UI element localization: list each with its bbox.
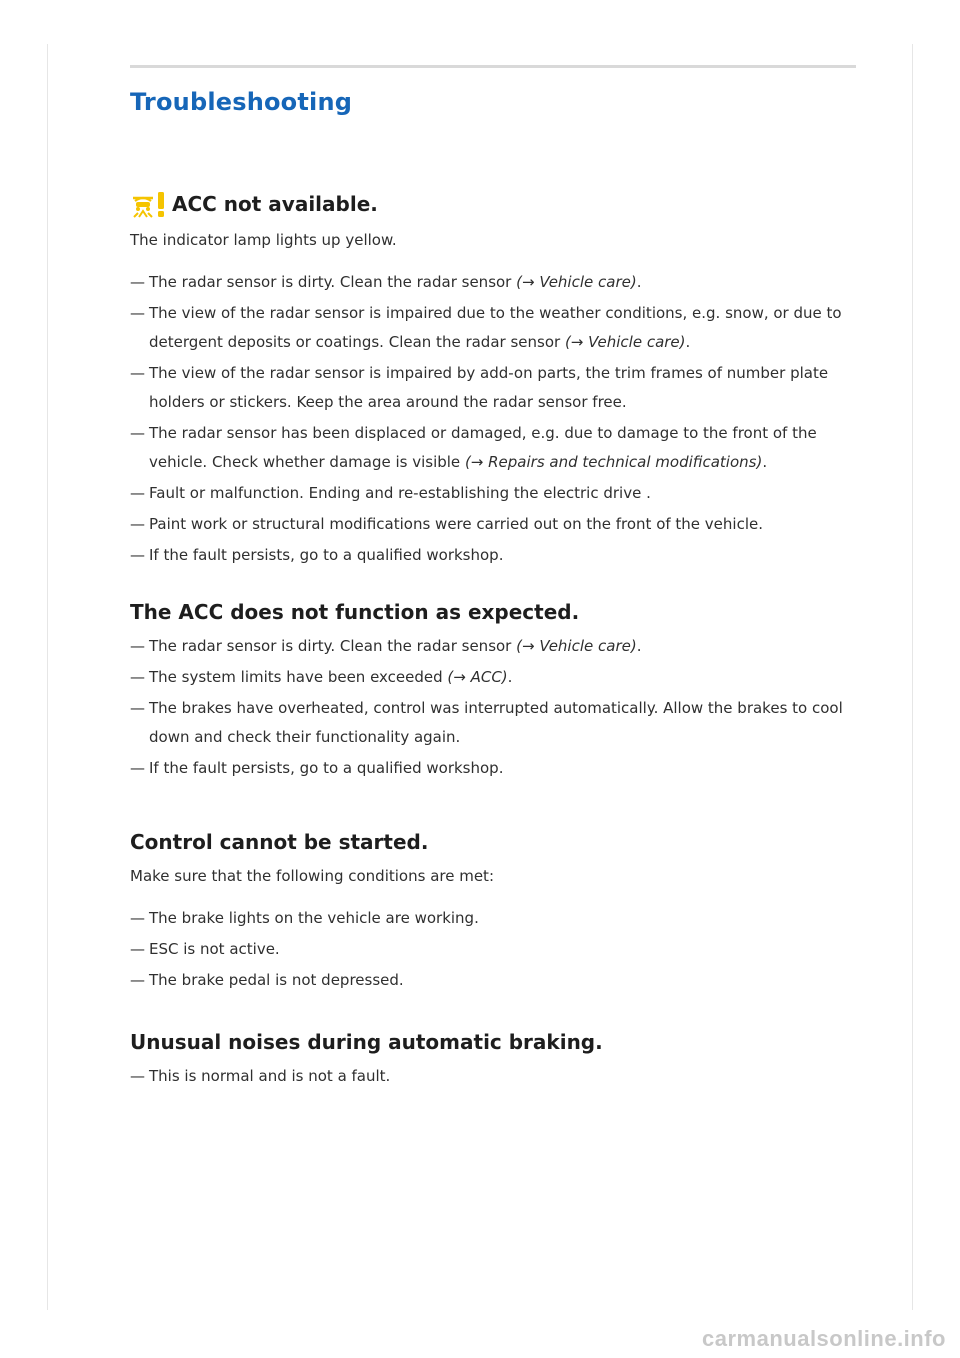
section-title: Control cannot be started. xyxy=(130,830,429,854)
left-margin-line xyxy=(47,44,48,1310)
list-item: — The radar sensor is dirty. Clean the radar sensor (→ Vehicle care). xyxy=(130,637,642,655)
cross-reference[interactable]: (→ Vehicle care) xyxy=(516,273,637,291)
section-heading xyxy=(130,1030,860,1054)
bullet-list xyxy=(130,268,860,570)
right-margin-line xyxy=(912,44,913,1310)
list-item: — This is normal and is not a fault. xyxy=(130,1067,391,1085)
cross-reference[interactable]: (→ Vehicle care) xyxy=(516,637,637,655)
watermark: carmanualsonline.info xyxy=(702,1326,946,1351)
cross-reference[interactable]: (→ Vehicle care) xyxy=(564,333,686,351)
section-heading xyxy=(130,600,860,624)
list-item: — If the fault persists, go to a qualified workshop. xyxy=(130,759,504,777)
list-item: — The brake pedal is not depressed. xyxy=(130,971,404,989)
list-item: — If the fault persists, go to a qualified workshop. xyxy=(130,546,504,564)
list-item: — ESC is not active. xyxy=(130,940,280,958)
list-item: — The system limits have been exceeded (→ ACC). xyxy=(130,668,513,686)
list-item: — The view of the radar sensor is impaired by add-on parts, the trim frames of number plate holders or stickers. Keep the area around the radar sensor free. xyxy=(130,364,829,411)
section-title: The ACC does not function as expected. xyxy=(130,600,580,624)
page-title: Troubleshooting xyxy=(130,88,353,116)
section-acc-not-functioning xyxy=(130,600,860,785)
section-unusual-noises xyxy=(130,1030,860,1093)
list-item: — The brake lights on the vehicle are working. xyxy=(130,909,479,927)
list-item: — The radar sensor has been displaced or damaged, e.g. due to damage to the front of the vehicle. Check whether damage is visible (→ Repairs and technical modifications). xyxy=(130,424,817,471)
section-heading xyxy=(130,830,860,854)
list-item: — The brakes have overheated, control was interrupted automatically. Allow the brakes to cool down and check their functionality again. xyxy=(130,699,843,746)
section-intro: Make sure that the following conditions are met: xyxy=(130,867,494,885)
section-heading xyxy=(130,190,860,218)
section-title: Unusual noises during automatic braking. xyxy=(130,1030,603,1054)
list-item: — The view of the radar sensor is impaired due to the weather conditions, e.g. snow, or due to detergent deposits or coatings. Clean the radar sensor (→ Vehicle care). xyxy=(130,304,842,351)
list-item: — The radar sensor is dirty. Clean the radar sensor (→ Vehicle care). xyxy=(130,273,642,291)
acc-warning-icon xyxy=(130,190,168,218)
cross-reference[interactable]: (→ ACC) xyxy=(447,668,508,686)
bullet-list xyxy=(130,632,860,783)
bullet-list xyxy=(130,1062,860,1091)
list-item: — Paint work or structural modifications were carried out on the front of the vehicle. xyxy=(130,515,763,533)
header-rule xyxy=(130,65,856,68)
section-title: ACC not available. xyxy=(172,192,378,216)
list-item: — Fault or malfunction. Ending and re-establishing the electric drive . xyxy=(130,484,651,502)
cross-reference[interactable]: (→ Repairs and technical modifications) xyxy=(464,453,763,471)
bullet-list xyxy=(130,904,860,995)
section-acc-not-available xyxy=(130,190,860,572)
section-control-cannot-start xyxy=(130,830,860,997)
section-intro: The indicator lamp lights up yellow. xyxy=(130,231,397,249)
